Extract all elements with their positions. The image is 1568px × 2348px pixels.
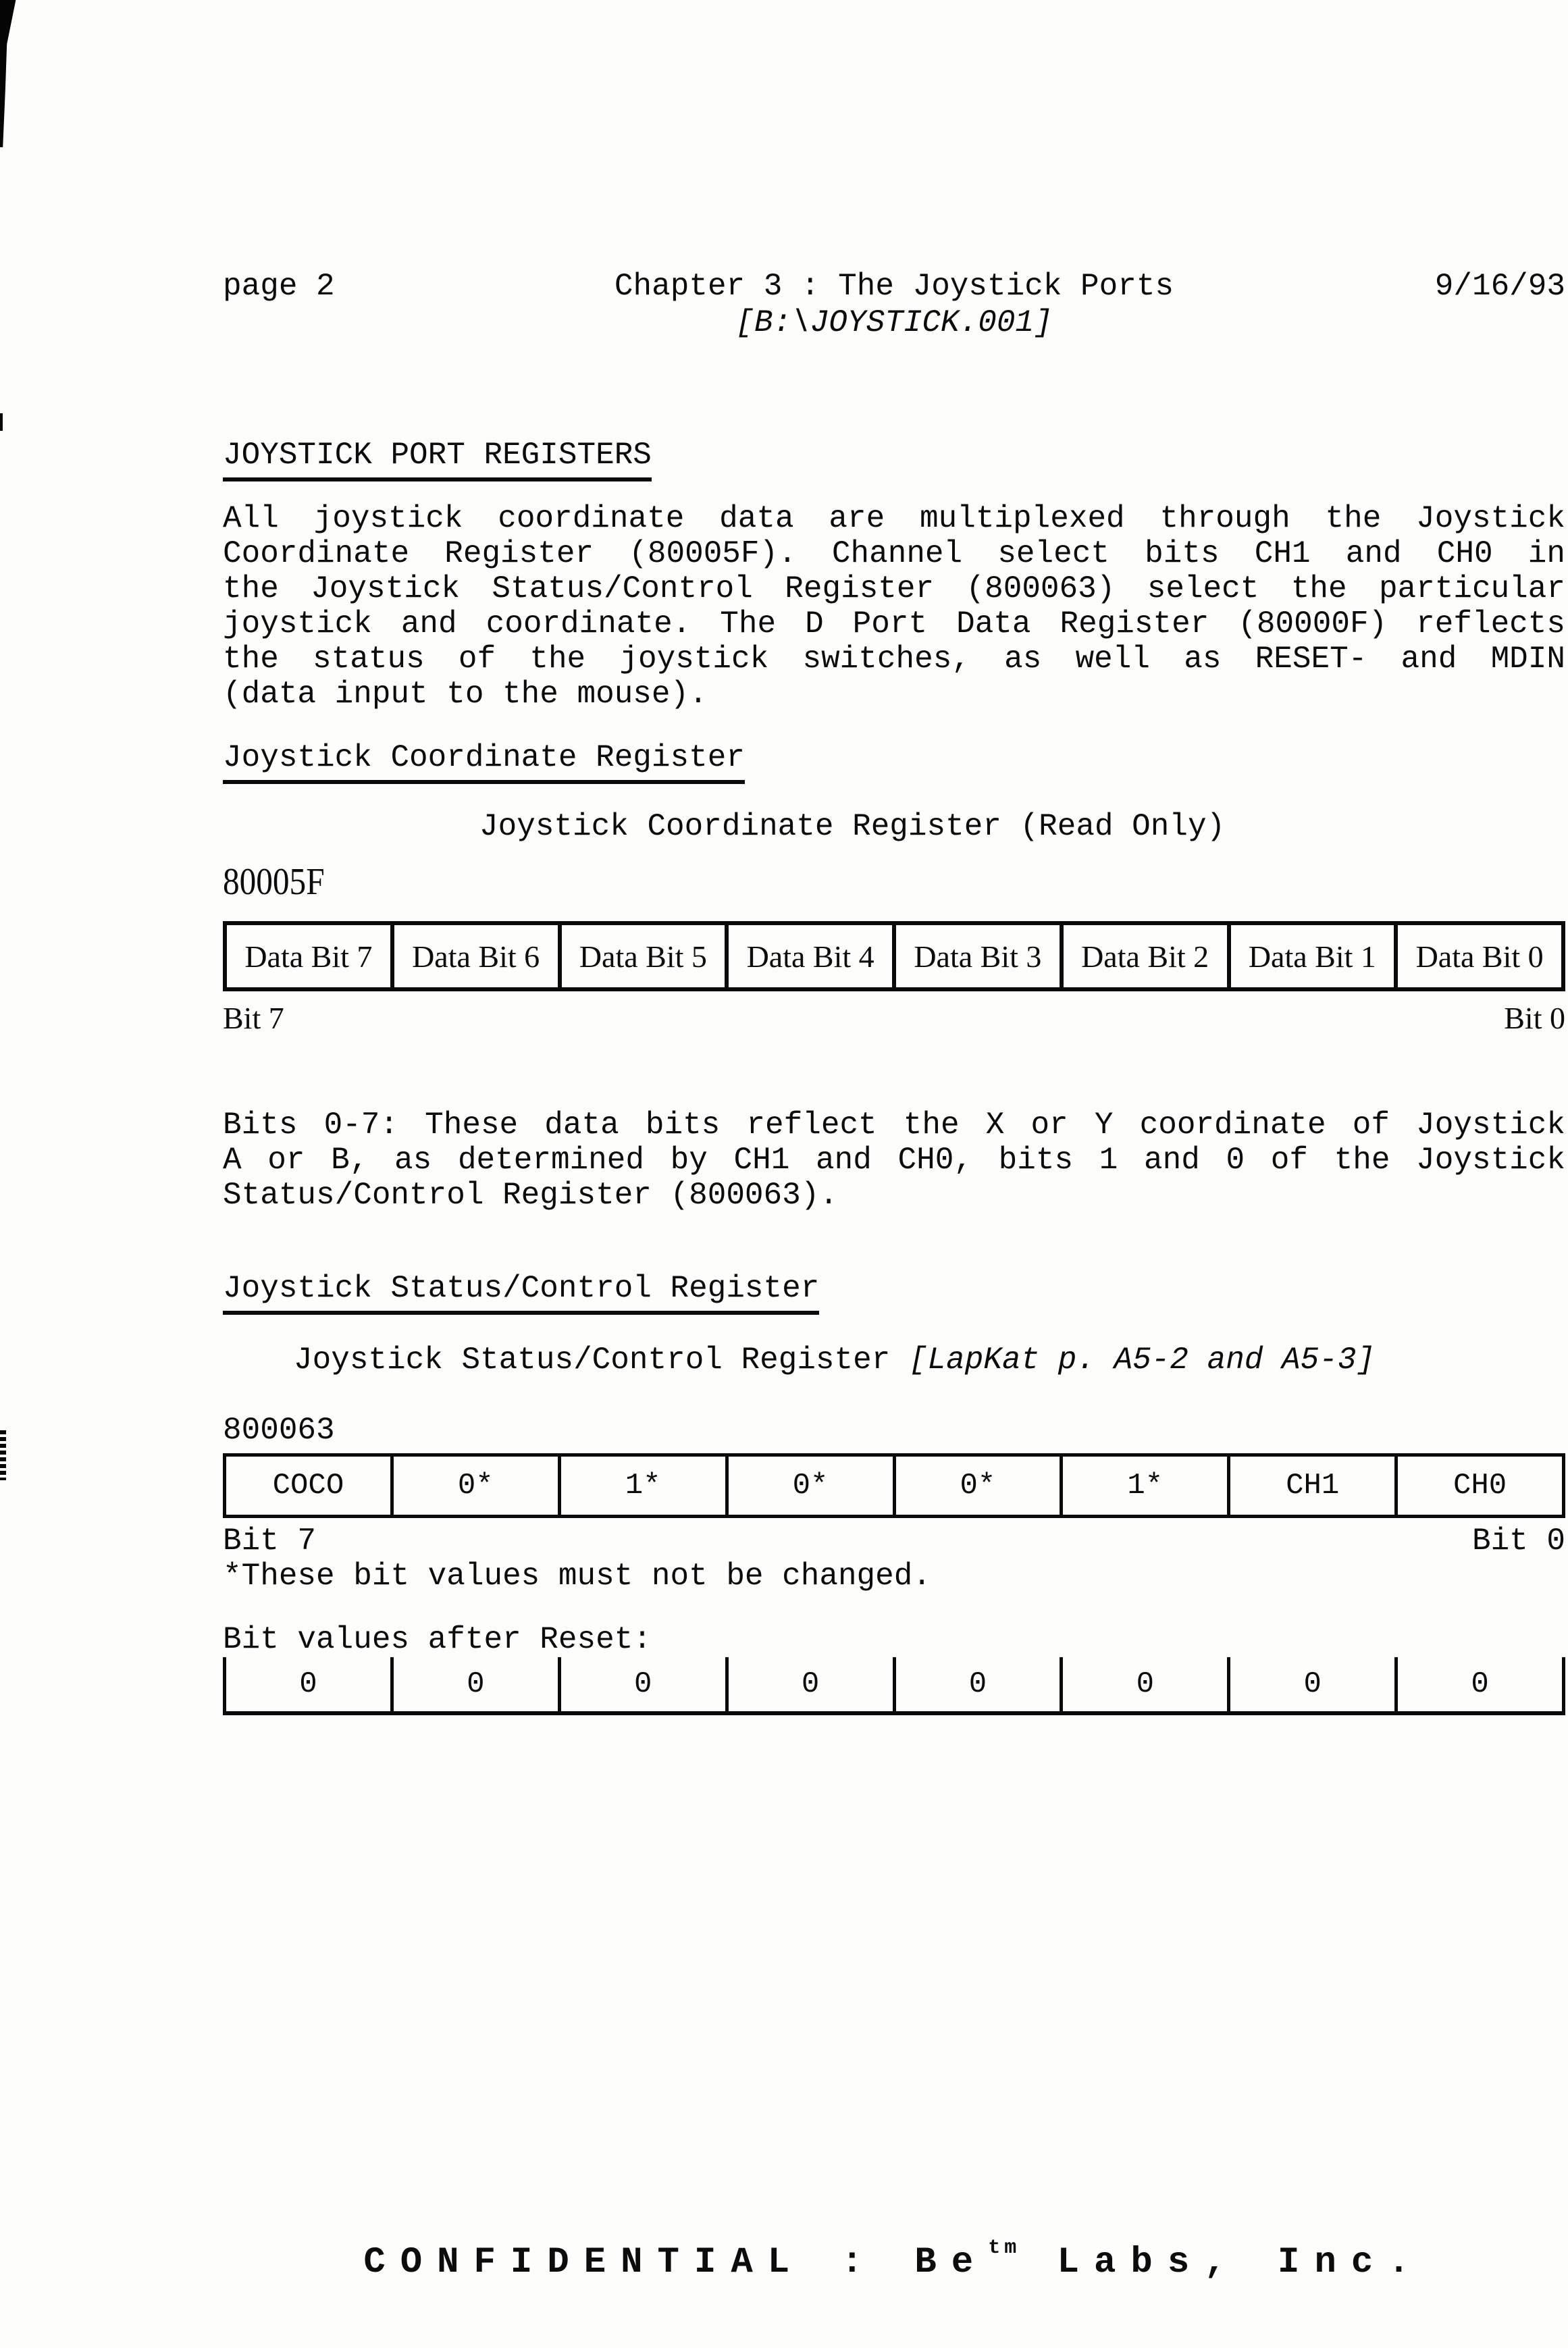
register-cell: 0* (729, 1457, 896, 1515)
register-cell: COCO (226, 1457, 394, 1515)
register-cell: 1* (1063, 1457, 1230, 1515)
page-number: page 2 (223, 269, 335, 304)
status-register-address: 800063 (223, 1413, 335, 1448)
paragraph-line: Bits 0-7: These data bits reflect the X or Y coordinate of Joystick (223, 1107, 1565, 1143)
bit7-label: Bit 7 (223, 1001, 284, 1035)
section-heading: JOYSTICK PORT REGISTERS (223, 438, 652, 481)
status-register-note: *These bit values must not be changed. (223, 1559, 931, 1594)
register-cell: Data Bit 6 (394, 925, 562, 987)
reset-value-cell: 0 (1060, 1657, 1227, 1711)
paragraph-line: Status/Control Register (800063). (223, 1178, 838, 1213)
paragraph-line: (data input to the mouse). (223, 677, 708, 712)
register-cell: Data Bit 2 (1064, 925, 1231, 987)
reset-value-cell: 0 (1394, 1657, 1562, 1711)
status-register-caption-reference: [LapKat p. A5-2 and A5-3] (908, 1342, 1376, 1378)
bit-range-labels (223, 1523, 1565, 1559)
header-date: 9/16/93 (1434, 269, 1565, 304)
reset-value-cell: 0 (558, 1657, 725, 1711)
status-register-table (223, 1453, 1565, 1518)
paragraph-line: the status of the joystick switches, as well as RESET- and MDIN (223, 642, 1565, 677)
footer-suffix: Labs, Inc. (1057, 2242, 1425, 2283)
register-cell: CH1 (1230, 1457, 1398, 1515)
paragraph-line: joystick and coordinate. The D Port Data Register (80000F) reflects (223, 606, 1565, 642)
reset-value-cell: 0 (725, 1657, 893, 1711)
coordinate-register-heading: Joystick Coordinate Register (223, 740, 745, 784)
register-cell: Data Bit 5 (562, 925, 729, 987)
intro-paragraph (223, 501, 1565, 712)
reset-values-label: Bit values after Reset: (223, 1622, 652, 1657)
coordinate-register-table (223, 921, 1565, 991)
coordinate-register-caption: Joystick Coordinate Register (Read Only) (479, 809, 1226, 844)
file-reference: [B:\JOYSTICK.001] (735, 305, 1053, 340)
paragraph-line: A or B, as determined by CH1 and CH0, bits 1 and 0 of the Joystick (223, 1143, 1565, 1178)
paragraph-line: All joystick coordinate data are multiplexed through the Joystick (223, 501, 1565, 536)
scan-artifact-top-left (0, 0, 20, 147)
reset-value-cell: 0 (223, 1657, 390, 1711)
coordinate-register-address: 80005F (223, 861, 325, 903)
register-cell: Data Bit 1 (1231, 925, 1399, 987)
confidential-footer (223, 2237, 1565, 2283)
bits-description-paragraph (223, 1107, 1565, 1213)
bit0-label: Bit 0 (1471, 1523, 1565, 1559)
register-cell: 0* (896, 1457, 1064, 1515)
register-cell: Data Bit 3 (896, 925, 1064, 987)
reset-value-cell: 0 (893, 1657, 1060, 1711)
bit7-label: Bit 7 (223, 1523, 317, 1559)
register-cell: Data Bit 4 (729, 925, 896, 987)
paragraph-line: the Joystick Status/Control Register (800063) select the particular (223, 571, 1565, 606)
register-cell: 1* (561, 1457, 729, 1515)
scan-artifact-left-edge (0, 413, 3, 431)
bit0-label: Bit 0 (1504, 1001, 1565, 1035)
reset-value-cell: 0 (1227, 1657, 1394, 1711)
register-cell: 0* (394, 1457, 561, 1515)
footer-prefix: CONFIDENTIAL : Be (363, 2242, 989, 2283)
register-cell: CH0 (1453, 1469, 1507, 1503)
scan-artifact-left-mid (0, 1430, 6, 1480)
register-cell: Data Bit 0 (1415, 939, 1544, 974)
status-register-heading: Joystick Status/Control Register (223, 1271, 819, 1315)
footer-trademark: tm (988, 2237, 1021, 2260)
reset-value-cell: 0 (390, 1657, 558, 1711)
bit-range-labels (223, 1001, 1565, 1036)
status-register-caption-text: Joystick Status/Control Register (294, 1342, 909, 1378)
paragraph-line: Coordinate Register (80005F). Channel select bits CH1 and CH0 in (223, 536, 1565, 571)
register-cell: Data Bit 7 (227, 925, 394, 987)
reset-values-table (223, 1657, 1565, 1715)
status-register-caption (223, 1342, 1565, 1378)
chapter-title: Chapter 3 : The Joystick Ports (614, 269, 1174, 304)
